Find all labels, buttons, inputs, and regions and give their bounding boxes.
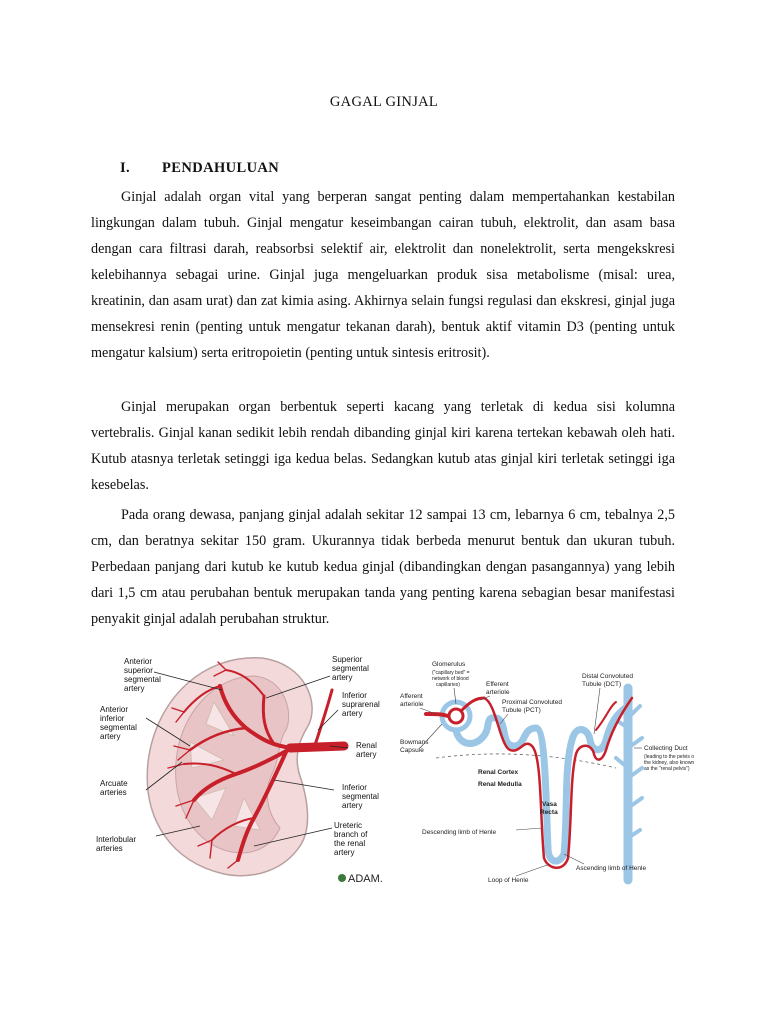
label-collecting-duct: Collecting Duct (leading to the pelvis o the kidney, also known as the "renal pelvis") bbox=[644, 745, 695, 772]
label-glomerulus-note: ("capillary bed" = network of blood capillaries) bbox=[432, 670, 470, 688]
adam-logo bbox=[338, 873, 383, 885]
document-title: GAGAL GINJAL bbox=[329, 94, 439, 110]
label-efferent: Efferent arteriole bbox=[486, 681, 510, 696]
label-interlobular: Interlobular arteries bbox=[96, 835, 137, 853]
section-number: I. bbox=[120, 160, 131, 176]
paragraph: Ginjal merupakan organ berbentuk seperti kacang yang terletak di kedua sisi kolumna vertebralis. Ginjal kanan sedikit lebih rendah dibanding ginjal kiri karena tertekan kebawah oleh hati. Kutub atasnya terletak setinggi iga kedua belas. Sedangkan kutub atas ginjal kiri terletak setinggi iga kesebelas. bbox=[91, 399, 675, 493]
section-heading bbox=[120, 160, 279, 177]
label-renal-artery: Renal artery bbox=[356, 741, 377, 759]
label-afferent: Afferent arteriole bbox=[400, 693, 424, 708]
label-glomerulus: Glomerulus bbox=[432, 661, 466, 668]
label-anterior-superior: Anterior superior segmental artery bbox=[124, 657, 161, 693]
kidney-artery-diagram bbox=[94, 650, 404, 890]
label-descending-limb: Descending limb of Henle bbox=[422, 829, 497, 836]
label-inferior-segmental: Inferior segmental artery bbox=[342, 783, 379, 810]
label-loop-of-henle: Loop of Henle bbox=[488, 877, 529, 884]
blood-vessels bbox=[426, 698, 632, 868]
paragraph: Ginjal adalah organ vital yang berperan sangat penting dalam mempertahankan kestabilan lingkungan dalam tubuh. Ginjal mengatur keseimbangan cairan tubuh, elektrolit, dan asam basa dengan cara filtrasi darah, reabsorbsi selektif air, elektrolit dan nonelektrolit, serta mengekskresi kelebihannya sebagai urine. Ginjal juga mengeluarkan produk sisa metabolisme (misal: urea, kreatinin, dan asam urat) dan zat kimia asing. Akhirnya selain fungsi regulasi dan ekskresi, ginjal juga mensekresi renin (penting untuk mengatur tekanan darah), bentuk aktif vitamin D3 (penting untuk mengatur kalsium) serta eritropoietin (penting untuk sintesis eritrosit). bbox=[91, 189, 675, 361]
label-inferior-suprarenal: Inferior suprarenal artery bbox=[342, 691, 380, 718]
label-renal-cortex: Renal Cortex bbox=[478, 769, 519, 776]
label-dct: Distal Convoluted Tubule (DCT) bbox=[582, 673, 633, 688]
label-superior-segmental: Superior segmental artery bbox=[332, 655, 369, 682]
label-ureteric-branch: Ureteric branch of the renal artery bbox=[334, 821, 368, 857]
label-arcuate: Arcuate arteries bbox=[100, 779, 128, 797]
svg-text:ADAM.: ADAM. bbox=[348, 873, 383, 885]
paragraph: Pada orang dewasa, panjang ginjal adalah sekitar 12 sampai 13 cm, lebarnya 6 cm, tebalnya 2,5 cm, dan beratnya sekitar 150 gram. Ukurannya tidak berbeda menurut bentuk dan ukuran tubuh. Perbedaan panjang dari kutub ke kutub kedua ginjal (dibandingkan dengan pasangannya) yang lebih dari 1,5 cm atau perubahan bentuk merupakan tanda yang penting karena sebagian besar manifestasi penyakit ginjal adalah perubahan struktur. bbox=[91, 507, 675, 627]
label-renal-medulla: Renal Medulla bbox=[478, 781, 522, 788]
label-ascending-limb: Ascending limb of Henle bbox=[576, 865, 647, 872]
nephron-diagram bbox=[396, 658, 695, 886]
label-pct: Proximal Convoluted Tubule (PCT) bbox=[502, 699, 562, 714]
label-anterior-inferior: Anterior inferior segmental artery bbox=[100, 705, 137, 741]
label-vasa-recta: Vasa Recta bbox=[540, 801, 558, 816]
section-title: PENDAHULUAN bbox=[162, 160, 280, 176]
label-bowmans: Bowmans Capsule bbox=[400, 739, 429, 754]
